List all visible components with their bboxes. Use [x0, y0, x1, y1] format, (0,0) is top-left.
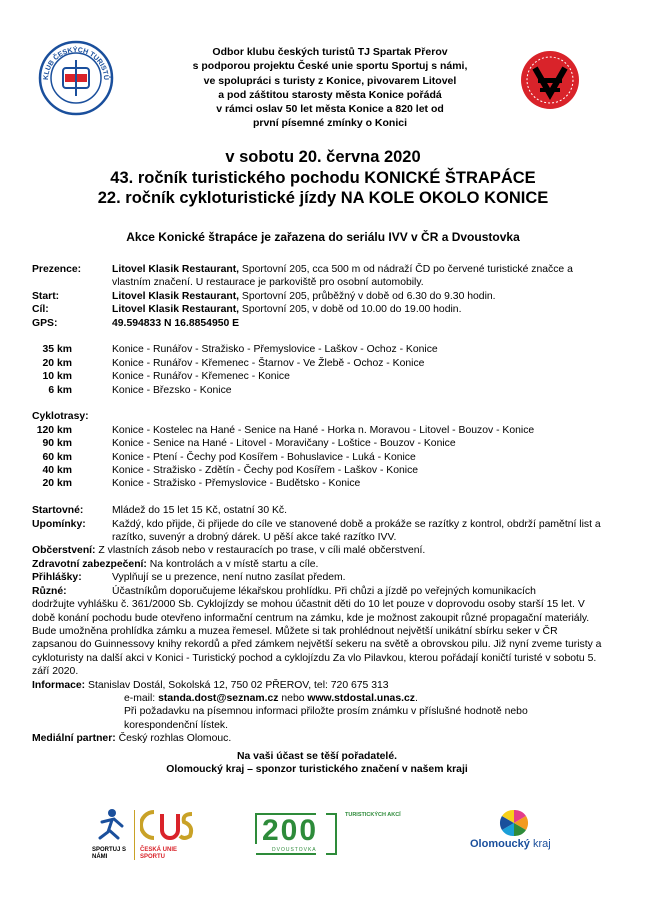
- cyklo-distance: 90 km: [42, 438, 72, 450]
- cyklo-route: [32, 464, 602, 477]
- informace-row: [32, 679, 602, 692]
- walk-route-text: Konice - Runářov - Stražisko - Přemyslovice - Laškov - Ochoz - Konice: [112, 344, 438, 356]
- ruzne-label: Různé:: [32, 585, 67, 597]
- walk-route-text: Konice - Runářov - Křemenec - Konice: [112, 371, 290, 383]
- start-label: Start:: [32, 290, 60, 302]
- walk-distance: 20 km: [42, 357, 72, 369]
- event-date: v sobotu 20. června 2020: [225, 148, 421, 166]
- obcerstveni-text: Z vlastních zásob nebo v restauracích po trase, v cíli malé občerstvení.: [95, 545, 426, 557]
- organizer-header: [120, 45, 540, 131]
- gps-row: [32, 317, 602, 330]
- walk-route: [32, 357, 602, 370]
- cil-row: [32, 303, 602, 316]
- walk-route: [32, 370, 602, 383]
- prezence-label: Prezence:: [32, 264, 82, 275]
- walk-route: [32, 384, 602, 397]
- cyklo-route: [32, 437, 602, 450]
- web-link[interactable]: www.stdostal.unas.cz: [307, 692, 415, 704]
- cil-label: Cíl:: [32, 304, 49, 316]
- startovne-row: [32, 504, 602, 517]
- cyklo-distance: 40 km: [42, 465, 72, 477]
- cyklo-route-text: Konice - Senice na Hané - Litovel - Moravičany - Loštice - Bouzov - Konice: [112, 438, 456, 450]
- informace-label: Informace:: [32, 679, 86, 691]
- header-line: první písemné zmínky o Konici: [252, 117, 408, 130]
- event-titles: [40, 147, 606, 209]
- dvoustovka-tag: TURISTICKÝCH AKCÍ: [345, 812, 401, 818]
- walk-route-text: Konice - Březsko - Konice: [112, 384, 232, 396]
- media-row: [32, 732, 602, 745]
- cyklo-distance: 60 km: [42, 451, 72, 463]
- header-line: ve spolupráci s turisty z Konice, pivovarem Litovel: [203, 74, 457, 87]
- informace-text: Stanislav Dostál, Sokolská 12, 750 02 PŘEROV, tel: 720 675 313: [85, 679, 389, 691]
- cyklo-route: [32, 451, 602, 464]
- startovne-text: Mládež do 15 let 15 Kč, ostatní 30 Kč.: [112, 505, 288, 517]
- gps-value: 49.594833 N 16.8854950 E: [112, 317, 240, 329]
- ruzne-first: Účastníkům doporučujeme lékařskou prohlídku. Při chůzi a jízdě po veřejných komunikacích: [112, 585, 536, 597]
- cyklo-label: Cyklotrasy:: [32, 411, 89, 423]
- olomoucky-bold: Olomoucký: [470, 838, 530, 850]
- prezence-row: [32, 263, 602, 290]
- email-prefix: e-mail:: [124, 692, 159, 704]
- cil-place: Litovel Klasik Restaurant,: [112, 304, 240, 316]
- header-line: v rámci oslav 50 let města Konice a 820 let od: [216, 103, 444, 116]
- zdravotni-text: Na kontrolách a v místě startu a cíle.: [146, 558, 319, 570]
- cyklo-route-text: Konice - Ptení - Čechy pod Kosířem - Bohuslavice - Luká - Konice: [112, 451, 416, 463]
- walk-distance: 6 km: [48, 384, 72, 396]
- upominky-text: Každý, kdo přijde, či přijede do cíle ve stanovené době a prokáže se razítky z kontrol, obdrží pamětní list a razítko, suvenýr a drobný dárek. U pěší akce také razítko IVV.: [112, 518, 601, 544]
- dvoustovka-sub: DVOUSTOVKA: [272, 847, 317, 853]
- ruzne-rest: dodržujte vyhlášku č. 361/2000 Sb. Cyklojízdy se mohou účastnit děti do 10 let pouze v doprovodu osoby starší 15 let. V době konání pochodu bude otevřeno informační centrum na zámku, kde je možnost zakoupit různé propagační materiály. Bude umožněna prohlídka zámku a muzea řemesel. Můžete si tak prohlédnout největší unikátní sbírku seker v ČR zapsanou do Guinnessovy knihy rekordů a před zámkem největší sekeru na světě a obrovskou pilu. Již nyní zveme turisty a cykloturisty na další akci v Konici - Turistický pochod a cyklojízdu Za vlo Pilavkou, kterou pořádají koničtí turisté v sobotu 5. září 2020.: [32, 599, 602, 678]
- cus-logo: [140, 808, 200, 860]
- walk-distance: 10 km: [42, 371, 72, 383]
- email-link[interactable]: standa.dost@seznam.cz: [158, 692, 279, 704]
- sportuj-text: SPORTUJ S NÁMI: [92, 847, 127, 860]
- gps-label: GPS:: [32, 317, 58, 329]
- obcerstveni-row: [32, 544, 602, 557]
- start-text: Sportovní 205, průběžný v době od 6.30 do 9.30 hodin.: [239, 290, 496, 302]
- prezence-text: Sportovní 205, cca 500 m od nádraží ČD po červené turistické značce a vlastním značení. U restaurace je parkoviště pro osobní automobily.: [112, 264, 573, 289]
- event-title-cyklo: 22. ročník cykloturistické jízdy NA KOLE OKOLO KONICE: [97, 189, 549, 207]
- obcerstveni-label: Občerstvení:: [32, 545, 96, 557]
- header-line: Odbor klubu českých turistů TJ Spartak Přerov: [212, 46, 448, 58]
- start-place: Litovel Klasik Restaurant,: [112, 290, 240, 302]
- startovne-label: Startovné:: [32, 505, 84, 517]
- sponsor-line: Olomoucký kraj – sponzor turistického značení v našem kraji: [166, 763, 468, 775]
- cyklo-route-text: Konice - Stražisko - Přemyslovice - Budětsko - Konice: [112, 478, 361, 490]
- prihlasky-label: Přihlášky:: [32, 572, 82, 584]
- walk-distance: 35 km: [42, 344, 72, 356]
- cyklo-distance: 120 km: [36, 424, 72, 436]
- svg-text:KLUB ČESKÝCH TURISTŮ: KLUB ČESKÝCH TURISTŮ: [42, 46, 110, 81]
- zdravotni-label: Zdravotní zabezpečení:: [32, 558, 147, 570]
- sportuj-logo: [92, 808, 132, 860]
- prihlasky-text: Vyplňují se u prezence, není nutno zasílat předem.: [112, 572, 346, 584]
- media-label: Mediální partner:: [32, 733, 116, 745]
- cyklo-route-text: Konice - Stražisko - Zdětín - Čechy pod Kosířem - Laškov - Konice: [112, 465, 419, 477]
- prihlasky-row: [32, 571, 602, 584]
- cyklo-route-text: Konice - Kostelec na Hané - Senice na Hané - Horka n. Moravou - Litovel - Bouzov - Konice: [112, 424, 535, 436]
- cyklo-route: [32, 477, 602, 490]
- header-line: a pod záštitou starosty města Konice pořádá: [218, 88, 442, 101]
- contact-row: [124, 692, 602, 705]
- dvoustovka-number: 200: [262, 814, 319, 847]
- email-mid: nebo: [278, 692, 308, 704]
- olomoucky-rest: kraj: [529, 838, 551, 850]
- series-note: Akce Konické štrapáce je zařazena do seriálu IVV v ČR a Dvoustovka: [126, 230, 520, 244]
- upominky-row: [32, 518, 602, 545]
- closing-line: Na vaši účast se těší pořadatelé.: [237, 750, 397, 762]
- email-suffix: .: [414, 692, 418, 704]
- upominky-label: Upomínky:: [32, 518, 86, 530]
- kct-logo: [38, 40, 114, 116]
- ruzne-row: [32, 585, 602, 598]
- cil-text: Sportovní 205, v době od 10.00 do 19.00 hodin.: [239, 304, 462, 316]
- cus-divider: [134, 810, 135, 860]
- header-line: s podporou projektu České unie sportu Sportuj s námi,: [192, 60, 468, 73]
- start-row: [32, 290, 602, 303]
- prezence-place: Litovel Klasik Restaurant,: [112, 264, 240, 275]
- dvoustovka-logo: [252, 810, 342, 858]
- cus-text: ČESKÁ UNIE SPORTU: [140, 847, 178, 860]
- event-title-walk: 43. ročník turistického pochodu KONICKÉ ŠTRAPÁCE: [110, 168, 536, 187]
- zdravotni-row: [32, 558, 602, 571]
- cyklo-distance: 20 km: [42, 478, 72, 490]
- event-details: [32, 263, 602, 776]
- walk-route-text: Konice - Runářov - Křemenec - Štarnov - Ve Žlebě - Ochoz - Konice: [112, 357, 425, 369]
- olomoucky-kraj-text: [470, 838, 551, 850]
- walk-route: [32, 343, 602, 356]
- pozadavek-text: Při požadavku na písemnou informaci přiložte prosím známku v příslušné hodnotě nebo korespondenční lístek.: [124, 706, 528, 731]
- olomoucky-kraj-logo: [470, 808, 590, 860]
- cyklo-route: [32, 424, 602, 437]
- media-text: Český rozhlas Olomouc.: [115, 733, 232, 745]
